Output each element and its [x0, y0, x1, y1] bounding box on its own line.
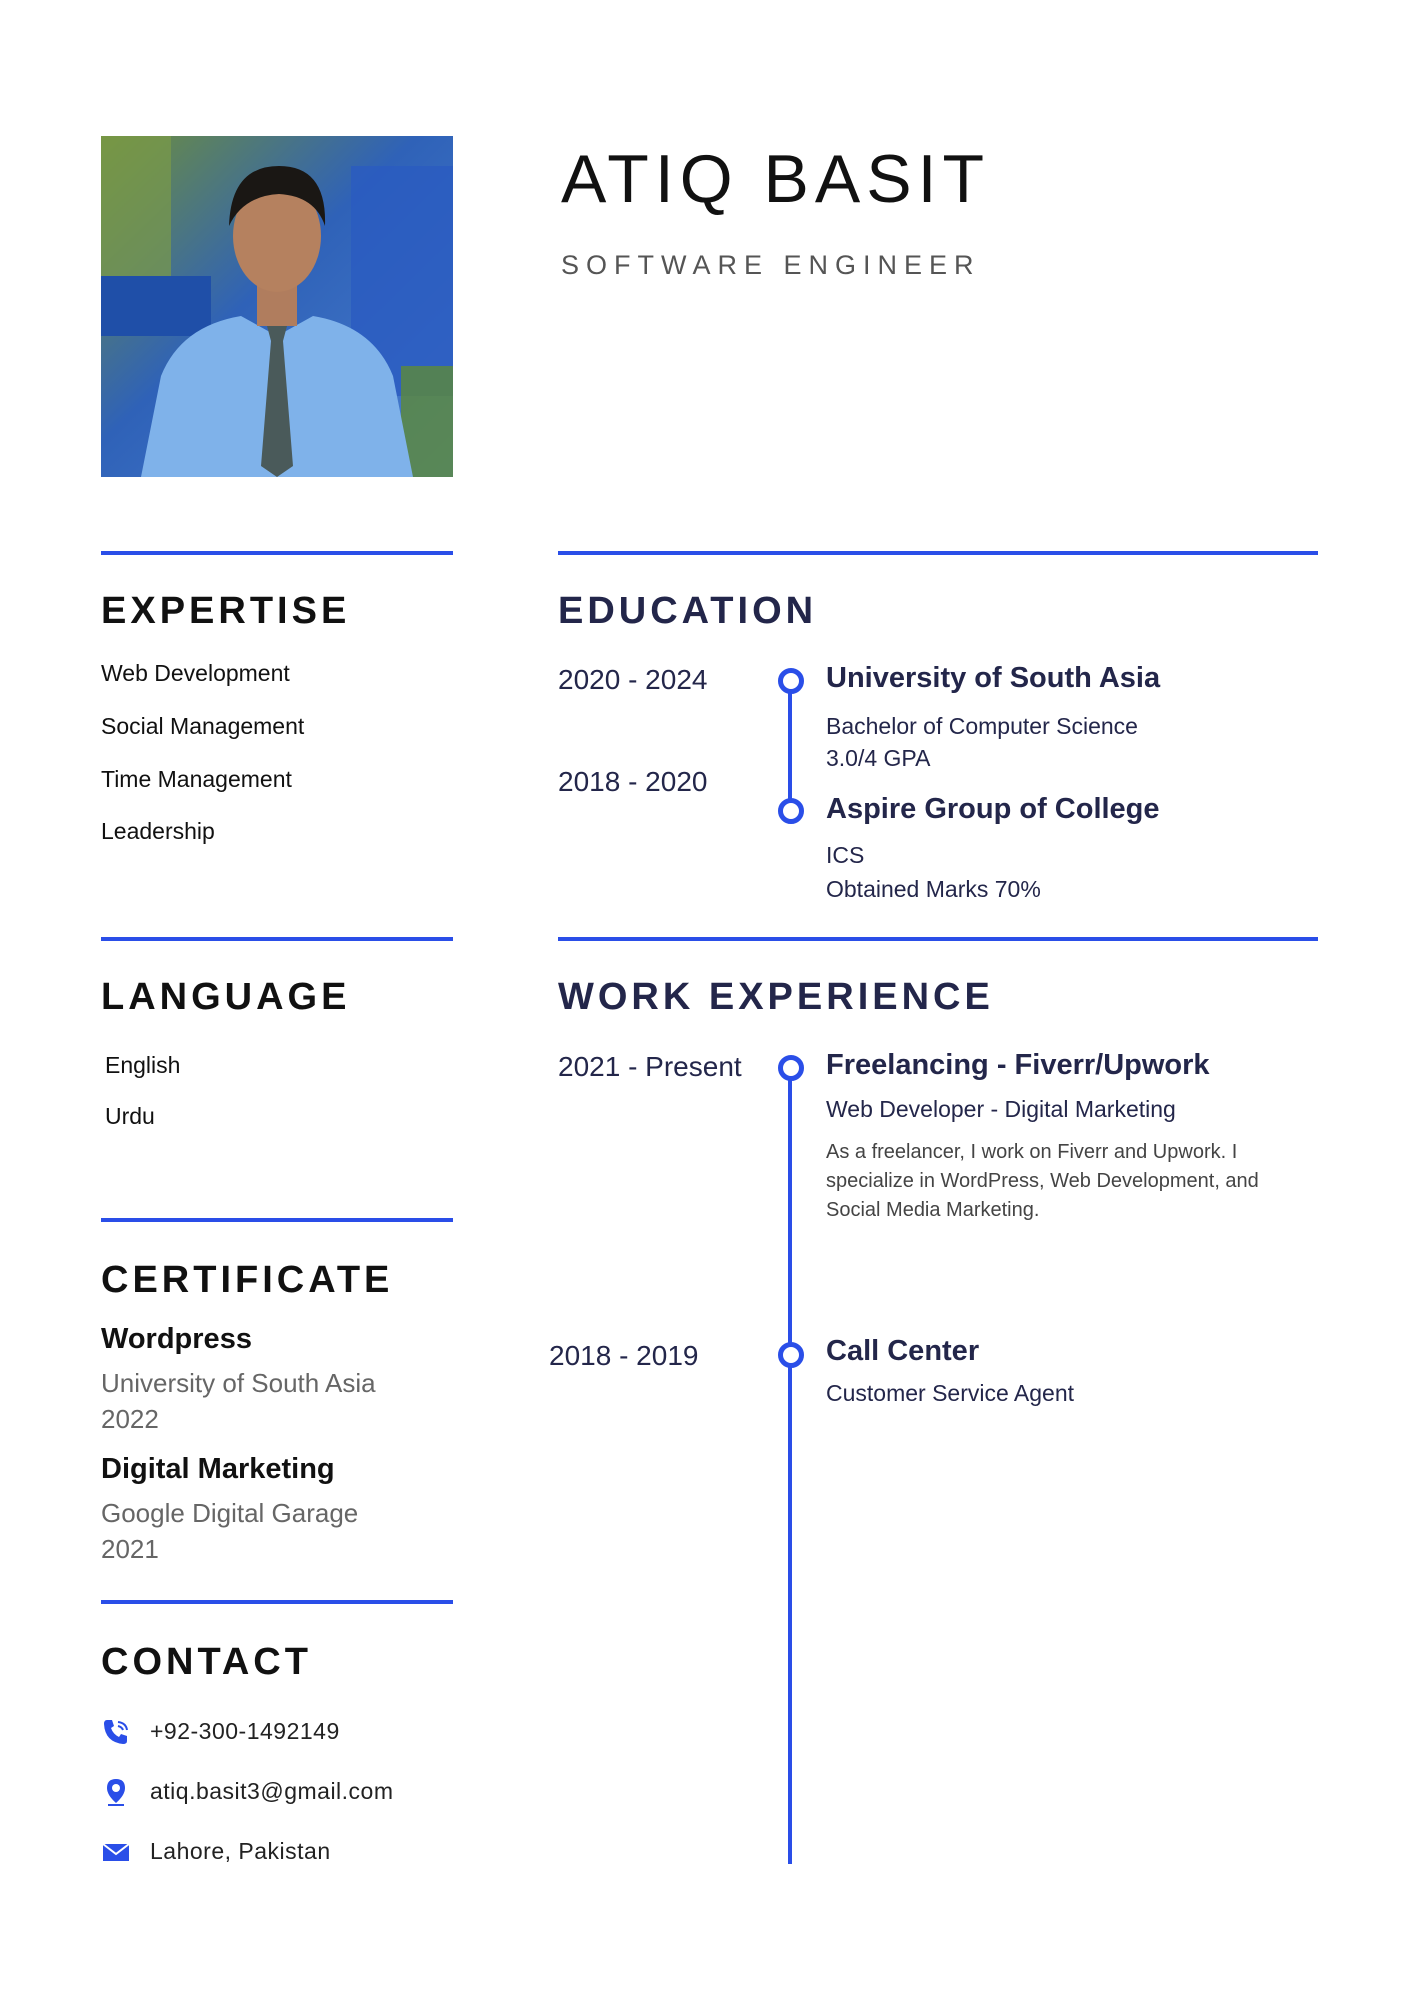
work-timeline-line: [788, 1066, 792, 1864]
work-dates: 2021 - Present: [558, 1051, 742, 1082]
phone-icon: [101, 1717, 131, 1747]
certificate-name: Digital Marketing: [101, 1453, 335, 1485]
certificate-name: Wordpress: [101, 1323, 252, 1355]
candidate-role: SOFTWARE ENGINEER: [561, 250, 981, 280]
certificate-year: 2022: [101, 1404, 159, 1434]
contact-phone[interactable]: +92-300-1492149: [150, 1718, 340, 1744]
education-school: Aspire Group of College: [826, 793, 1160, 825]
timeline-dot: [778, 1055, 804, 1081]
timeline-dot: [778, 1342, 804, 1368]
timeline-dot: [778, 668, 804, 694]
candidate-name: ATIQ BASIT: [561, 141, 991, 217]
divider: [558, 937, 1318, 941]
expertise-item: Web Development: [101, 660, 290, 686]
certificate-year: 2021: [101, 1534, 159, 1564]
language-item: English: [105, 1052, 181, 1078]
expertise-title: EXPERTISE: [101, 590, 351, 632]
education-detail: ICS: [826, 842, 865, 868]
expertise-item: Social Management: [101, 713, 305, 739]
certificate-issuer: University of South Asia: [101, 1368, 376, 1398]
profile-photo: [101, 136, 453, 477]
work-title: WORK EXPERIENCE: [558, 976, 994, 1018]
expertise-item: Leadership: [101, 818, 215, 844]
expertise-item: Time Management: [101, 766, 292, 792]
mail-icon: [101, 1837, 131, 1867]
work-subtitle: Customer Service Agent: [826, 1380, 1075, 1406]
divider: [101, 1218, 453, 1222]
education-detail: Bachelor of Computer Science: [826, 713, 1138, 739]
divider: [101, 551, 453, 555]
education-dates: 2020 - 2024: [558, 664, 708, 695]
contact-email[interactable]: atiq.basit3@gmail.com: [150, 1778, 394, 1804]
education-detail: Obtained Marks 70%: [826, 876, 1041, 902]
work-description: As a freelancer, I work on Fiverr and Upwork. I specialize in WordPress, Web Development, and Social Media Marketing.: [826, 1141, 1259, 1221]
divider: [101, 937, 453, 941]
education-detail: 3.0/4 GPA: [826, 745, 931, 771]
certificate-issuer: Google Digital Garage: [101, 1498, 359, 1528]
work-title-item: Freelancing - Fiverr/Upwork: [826, 1049, 1210, 1081]
language-title: LANGUAGE: [101, 976, 351, 1018]
divider: [101, 1600, 453, 1604]
location-pin-icon: [101, 1777, 131, 1807]
education-school: University of South Asia: [826, 662, 1161, 694]
divider: [558, 551, 1318, 555]
certificate-title: CERTIFICATE: [101, 1259, 394, 1301]
work-title-item: Call Center: [826, 1335, 980, 1367]
education-timeline-line: [788, 680, 792, 810]
work-dates: 2018 - 2019: [549, 1340, 699, 1371]
language-item: Urdu: [105, 1103, 155, 1129]
education-title: EDUCATION: [558, 590, 818, 632]
timeline-dot: [778, 798, 804, 824]
contact-title: CONTACT: [101, 1641, 312, 1683]
work-subtitle: Web Developer - Digital Marketing: [826, 1096, 1176, 1122]
education-dates: 2018 - 2020: [558, 766, 708, 797]
contact-location: Lahore, Pakistan: [150, 1838, 331, 1864]
